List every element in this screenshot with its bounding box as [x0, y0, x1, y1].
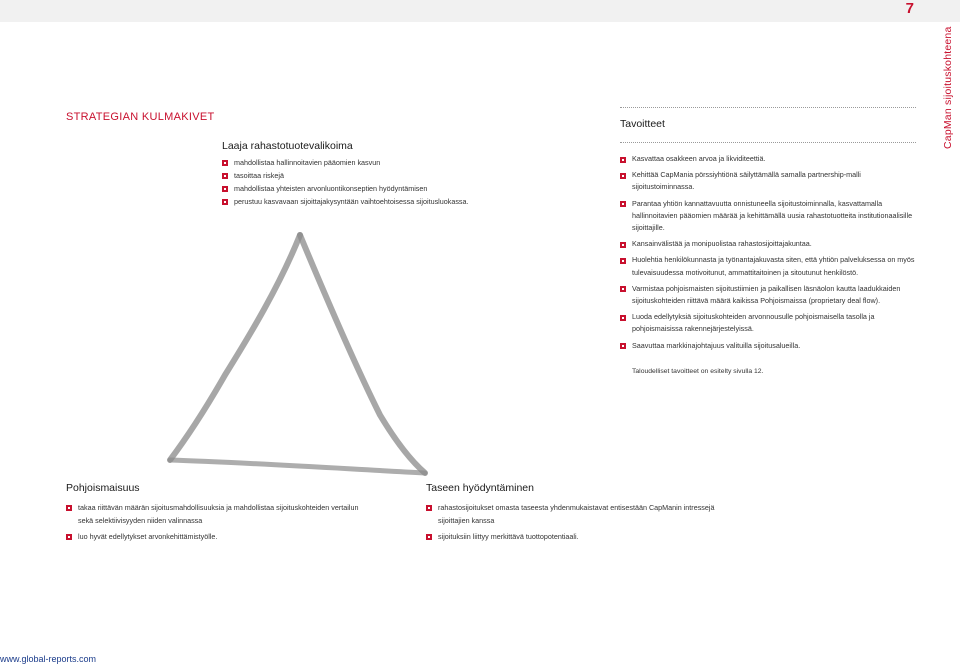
laaja-block — [222, 140, 582, 208]
list-item: perustuu kasvavaan sijoittajakysyntään vaihtoehtoisessa sijoitusluokassa. — [222, 195, 582, 208]
list-item: Kehittää CapMania pörssiyhtiönä säilyttämällä samalla partnership-malli sijoitustoiminnassa. — [620, 169, 916, 193]
laaja-heading: Laaja rahastotuotevalikoima — [222, 140, 353, 152]
list-item: sijoituksiin liittyy merkittävä tuottopotentiaali. — [426, 530, 726, 543]
list-item: mahdollistaa hallinnoitavien pääomien kasvun — [222, 156, 582, 169]
list-item: Kasvattaa osakkeen arvoa ja likviditeettiä. — [620, 153, 916, 165]
top-band — [0, 0, 960, 22]
divider — [620, 142, 916, 143]
side-title — [930, 26, 960, 165]
section-title: STRATEGIAN KULMAKIVET — [66, 111, 215, 123]
list-item: Kansainvälistää ja monipuolistaa rahastosijoittajakuntaa. — [620, 238, 916, 250]
taseen-heading: Taseen hyödyntäminen — [426, 482, 534, 494]
list-item: Luoda edellytyksiä sijoituskohteiden arvonnousulle pohjoismaisella tasolla ja pohjoismaisissa rakennejärjestelyissä. — [620, 311, 916, 335]
footer-link[interactable]: www.global-reports.com — [0, 654, 97, 664]
list-item: Parantaa yhtiön kannattavuutta onnistuneella sijoitustoiminnalla, kasvattamalla hallinnoitavien pääomien määrää ja kehittämällä uusia rahastotuotteita institutionaalisille sijoittajille. — [620, 198, 916, 235]
tavoitteet-block — [620, 107, 916, 375]
list-item: takaa riittävän määrän sijoitusmahdollisuuksia ja mahdollistaa sijoituskohteiden vertailun sekä selektiivisyyden niiden valinnassa — [66, 501, 366, 527]
tavoitteet-heading: Tavoitteet — [620, 118, 665, 130]
taseen-list — [426, 501, 726, 543]
list-item: luo hyvät edellytykset arvonkehittämistyölle. — [66, 530, 366, 543]
list-item: rahastosijoitukset omasta taseesta yhdenmukaistavat entisestään CapManin intressejä sijoittajien kanssa — [426, 501, 726, 527]
pohjoismaisuus-heading: Pohjoismaisuus — [66, 482, 140, 494]
page-number: 7 — [905, 0, 914, 17]
list-item: Varmistaa pohjoismaisten sijoitustiimien ja paikallisen läsnäolon kautta laadukkaiden sijoituskohteiden riittävä määrä kaikissa Pohjoismaissa (proprietary deal flow). — [620, 283, 916, 307]
list-item: Saavuttaa markkinajohtajuus valituilla sijoitusalueilla. — [620, 340, 916, 352]
pohjoismaisuus-list — [66, 501, 366, 543]
list-item: mahdollistaa yhteisten arvonluontikonseptien hyödyntämisen — [222, 182, 582, 195]
taseen-block — [426, 482, 726, 543]
side-title-text: CapMan sijoituskohteena — [942, 26, 954, 149]
laaja-list — [222, 156, 582, 208]
list-item: tasoittaa riskejä — [222, 169, 582, 182]
list-item: Huolehtia henkilökunnasta ja työnantajakuvasta siten, että yhtiön palveluksessa on myös tulevaisuudessa motivoitunut, ammattitaitoinen ja sitoutunut henkilöstö. — [620, 254, 916, 278]
tavoitteet-list — [620, 153, 916, 352]
pohjoismaisuus-block — [66, 482, 366, 543]
tavoitteet-note: Taloudelliset tavoitteet on esitelty sivulla 12. — [632, 367, 764, 375]
triangle-illustration — [155, 225, 445, 485]
